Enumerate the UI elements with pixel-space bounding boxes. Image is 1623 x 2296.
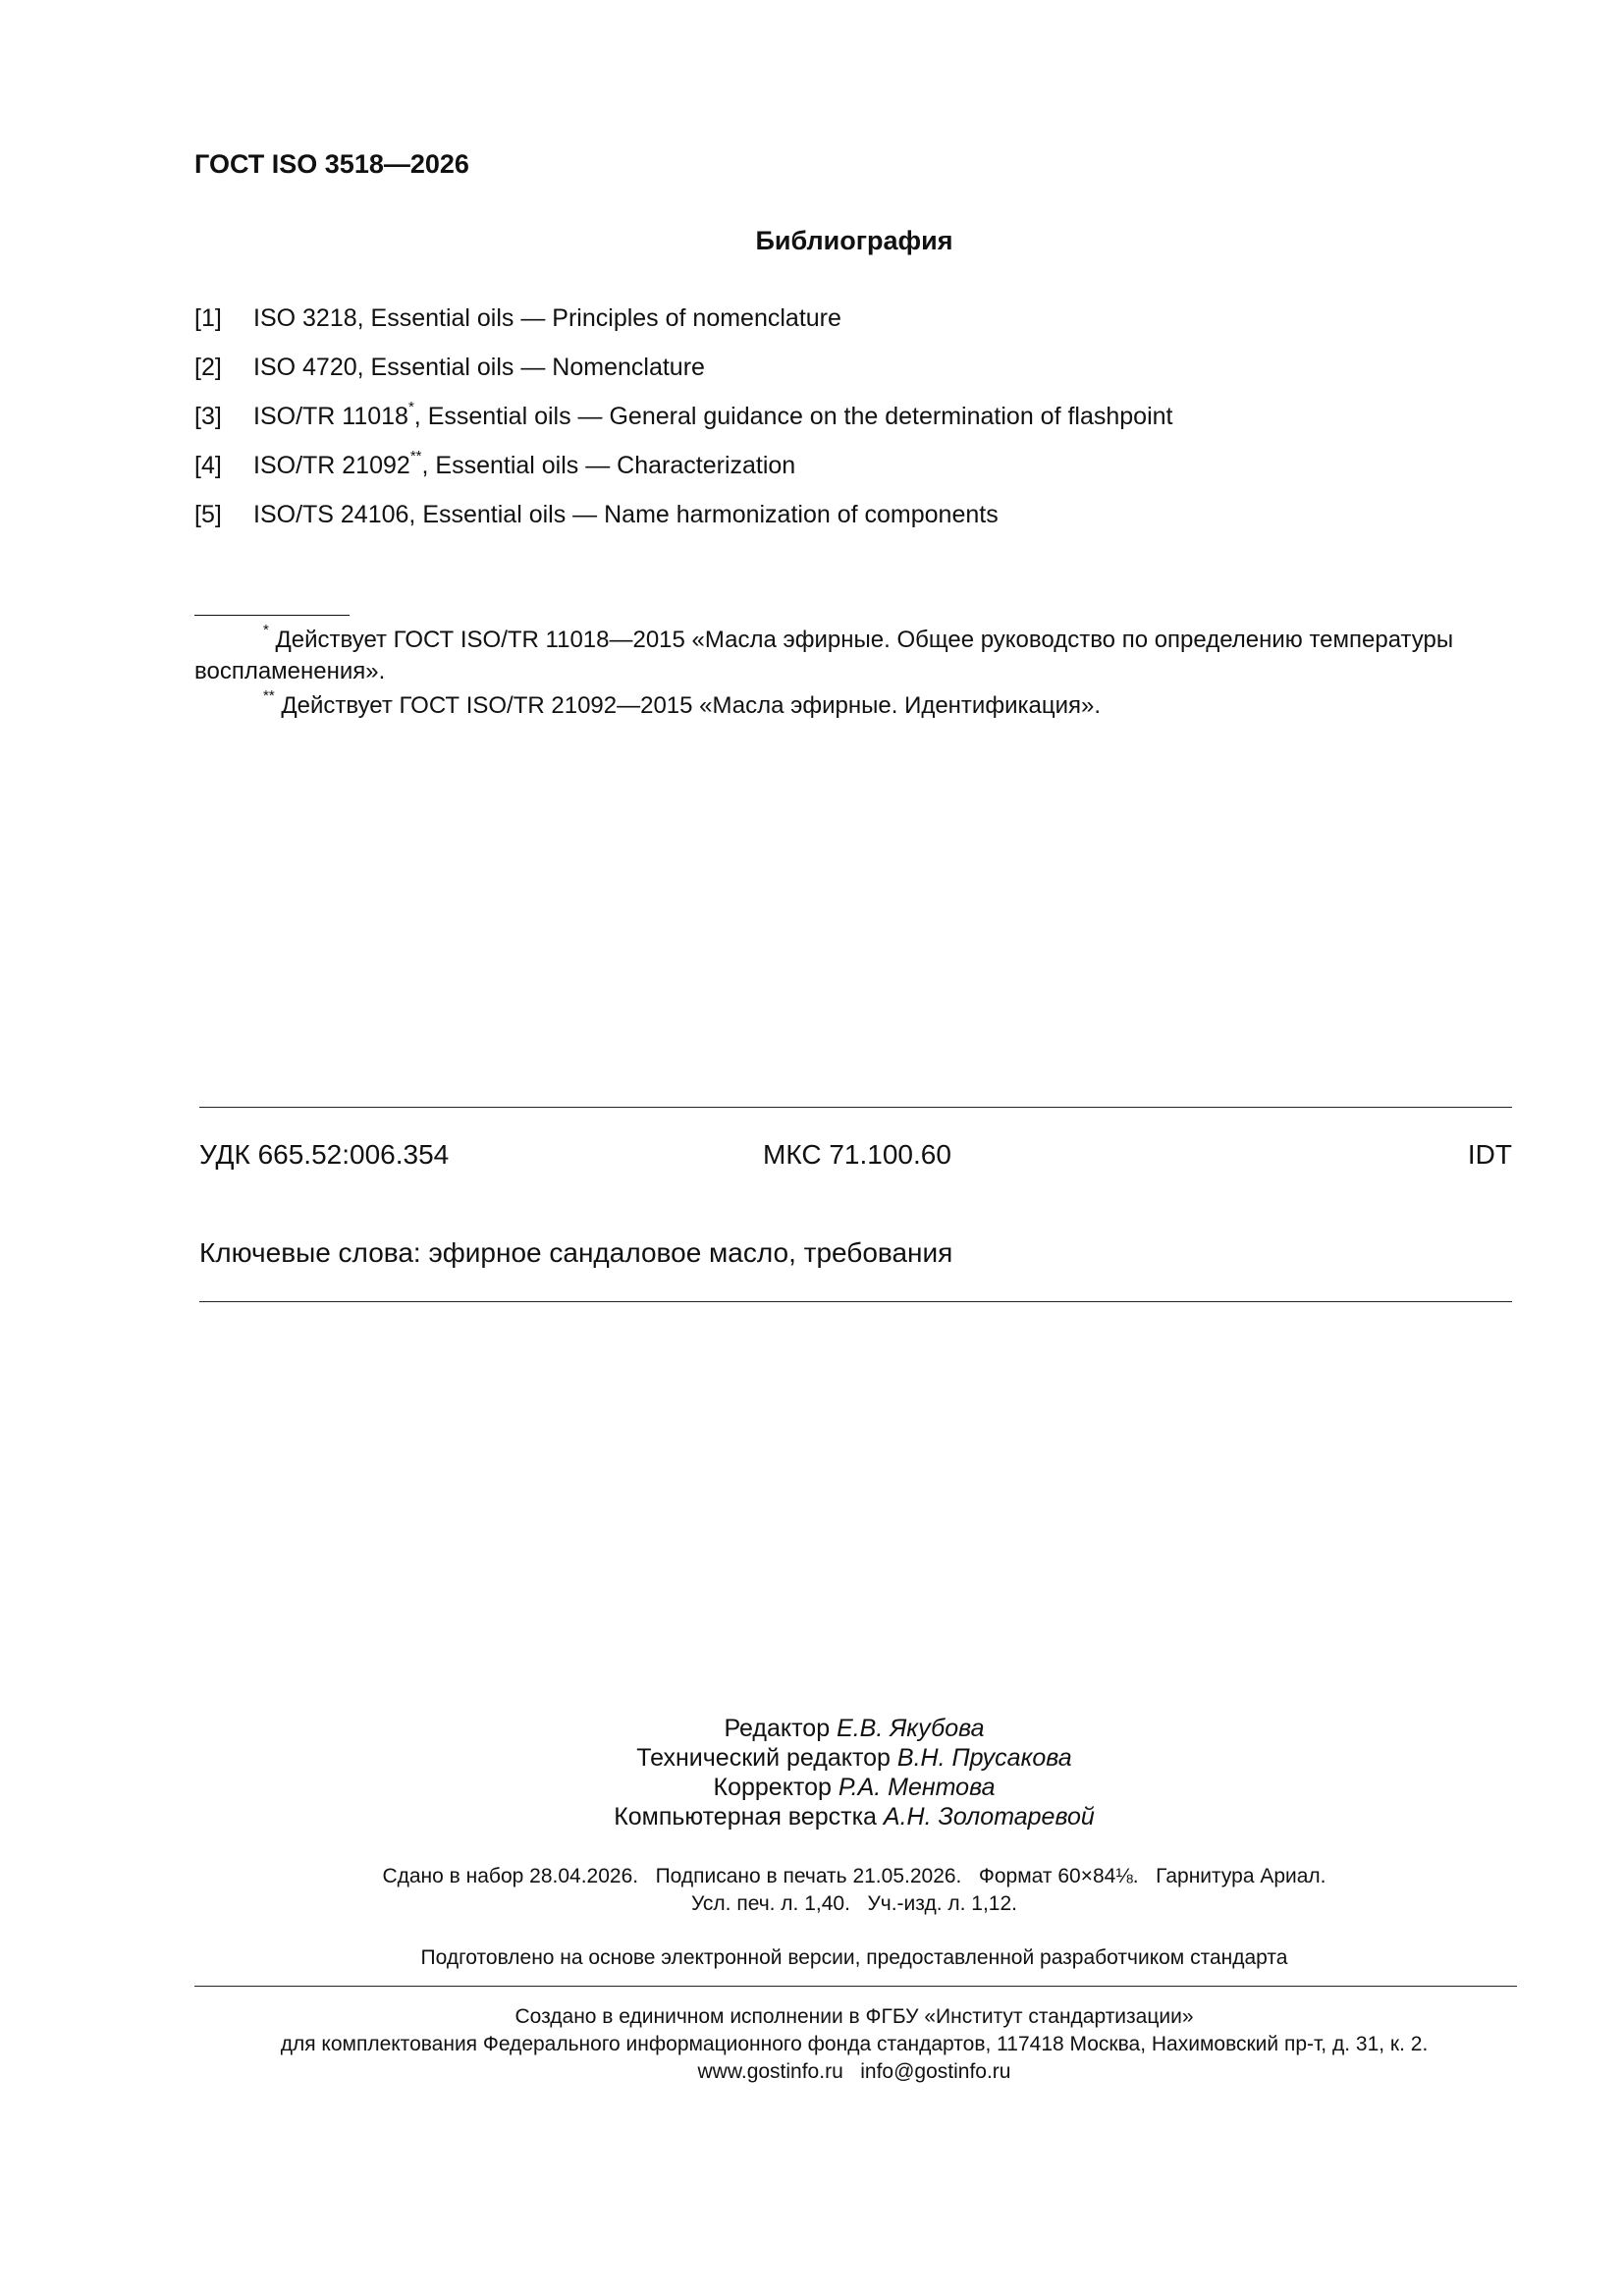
tech-editor-label: Технический редактор — [636, 1744, 891, 1772]
divider — [199, 1107, 1512, 1108]
bibliography-item-text: , Essential oils — General guidance on the determination of flashpoint — [413, 403, 1173, 430]
divider — [199, 1301, 1512, 1302]
bibliography-item — [194, 354, 705, 382]
tech-editor-line — [0, 1743, 1623, 1773]
bibliography-item-number: [5] — [194, 501, 222, 528]
tech-editor-name: В.Н. Прусакова — [896, 1744, 1072, 1772]
print-imprint — [0, 1863, 1623, 1918]
imprint-line: Сдано в набор 28.04.2026. Подписано в печать 21.05.2026. Формат 60×84⅛. Гарнитура Ариал. — [382, 1865, 1326, 1887]
publisher-info — [0, 2003, 1623, 2086]
publisher-line: для комплектования Федерального информационного фонда стандартов, 117418 Москва, Нахимовский пр-т, д. 31, к. 2. — [280, 2033, 1429, 2055]
footnote — [194, 687, 1520, 722]
footnote-marker: * — [407, 398, 414, 415]
classification-row — [199, 1139, 1512, 1178]
bibliography-item-code: ISO/TR 11018 — [253, 403, 408, 430]
bibliography-item-number: [4] — [194, 452, 222, 479]
editor-label: Редактор — [724, 1715, 831, 1742]
bibliography-item-number: [2] — [194, 354, 222, 381]
udk-code: УДК 665.52:006.354 — [199, 1139, 450, 1170]
bibliography-item-text: ISO 3218, Essential oils — Principles of nomenclature — [253, 304, 841, 332]
bibliography-item — [194, 398, 1173, 431]
idt-label: IDT — [1467, 1139, 1512, 1170]
editorial-credits — [0, 1714, 1623, 1831]
keywords: Ключевые слова: эфирное сандаловое масло, требования — [199, 1237, 953, 1268]
footnote-marker: ** — [409, 447, 422, 465]
imprint-line: Усл. печ. л. 1,40. Уч.-изд. л. 1,12. — [690, 1892, 1017, 1915]
bibliography-item-number: [3] — [194, 403, 222, 430]
bibliography-title: Библиография — [755, 226, 953, 255]
footnote-separator — [194, 615, 350, 616]
layout-name: А.Н. Золотаревой — [883, 1803, 1095, 1831]
bibliography-item — [194, 447, 796, 480]
publisher-line: Создано в единичном исполнении в ФГБУ «Институт стандартизации» — [514, 2005, 1194, 2028]
bibliography-item-number: [1] — [194, 304, 222, 332]
document-id: ГОСТ ISO 3518—2026 — [194, 149, 469, 179]
footnote-text: Действует ГОСТ ISO/TR 21092—2015 «Масла эфирные. Идентификация». — [274, 692, 1102, 719]
bibliography-item — [194, 501, 999, 529]
footnote-marker: ** — [263, 687, 275, 704]
corrector-line — [0, 1773, 1623, 1802]
bibliography-item-text: ISO/TS 24106, Essential oils — Name harmonization of components — [253, 501, 999, 528]
bibliography-item-text: , Essential oils — Characterization — [421, 452, 796, 479]
corrector-label: Корректор — [713, 1774, 832, 1801]
divider — [194, 1986, 1517, 1987]
corrector-name: Р.А. Ментова — [838, 1774, 996, 1801]
editor-name: Е.В. Якубова — [837, 1715, 985, 1742]
publisher-links: www.gostinfo.ru info@gostinfo.ru — [697, 2060, 1011, 2083]
bibliography-item — [194, 304, 841, 333]
footnote-marker: * — [263, 622, 269, 638]
editor-line — [0, 1714, 1623, 1743]
mks-code: МКС 71.100.60 — [763, 1139, 951, 1170]
prepared-note: Подготовлено на основе электронной версии, предоставленной разработчиком стандарта — [420, 1946, 1288, 1969]
layout-line — [0, 1802, 1623, 1831]
layout-label: Компьютерная верстка — [614, 1803, 877, 1831]
footnote — [194, 622, 1520, 687]
bibliography-item-text: ISO 4720, Essential oils — Nomenclature — [253, 354, 705, 381]
footnote-text: Действует ГОСТ ISO/TR 11018—2015 «Масла эфирные. Общее руководство по определению температуры воспламенения». — [194, 627, 1454, 684]
bibliography-item-code: ISO/TR 21092 — [253, 452, 410, 479]
